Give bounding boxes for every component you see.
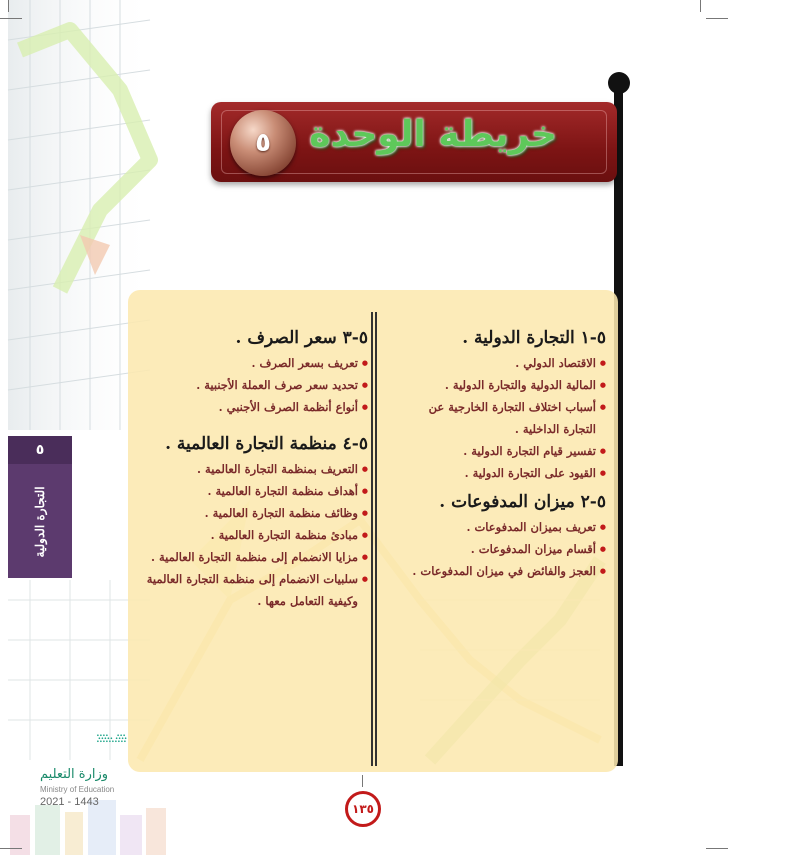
crop-mark [0,18,22,19]
crop-mark [362,775,363,787]
list-item: ● مزايا الانضمام إلى منظمة التجارة العالمية . [128,546,368,568]
section-heading: ٥-١ التجارة الدولية . [462,328,606,348]
crop-mark [8,0,9,12]
list-item: ● القيود على التجارة الدولية . [381,462,606,484]
ministry-name-en: Ministry of Education [40,785,115,794]
list-item: ● تعريف بميزان المدفوعات . [381,516,606,538]
page-number-badge [345,791,381,827]
pole-knob [608,72,630,94]
left-column [128,328,368,612]
list-item: ● تفسير قيام التجارة الدولية . [381,440,606,462]
unit-number-circle [230,110,296,176]
side-tab-label: التجارة الدولية [33,486,47,558]
crop-mark [700,0,701,12]
page-number: ١٣٥ [352,802,374,816]
crop-mark [706,848,728,849]
right-column [381,328,606,582]
section-list [128,458,368,612]
list-item: ● الاقتصاد الدولي . [381,352,606,374]
list-item: ● تحديد سعر صرف العملة الأجنبية . [128,374,368,396]
list-item: ● أسباب اختلاف التجارة الخارجية عن [381,396,606,418]
column-divider [371,312,377,766]
list-item: ● المالية الدولية والتجارة الدولية . [381,374,606,396]
list-item: ● أنواع أنظمة الصرف الأجنبي . [128,396,368,418]
list-item: ● أقسام ميزان المدفوعات . [381,538,606,560]
list-item: ● مبادئ منظمة التجارة العالمية . [128,524,368,546]
edition-year: 2021 - 1443 [40,796,99,808]
list-item: ● العجز والفائض في ميزان المدفوعات . [381,560,606,582]
ministry-logo-icon [78,733,162,763]
section-list [381,352,606,484]
section-list [381,516,606,582]
unit-number: ٥ [255,128,271,158]
side-tab-number: ٥ [8,436,72,464]
list-item: ● التعريف بمنظمة التجارة العالمية . [128,458,368,480]
list-item: ● وظائف منظمة التجارة العالمية . [128,502,368,524]
list-item-continuation: التجارة الداخلية . [514,422,596,436]
crop-mark [0,848,22,849]
section-heading: ٥-٤ منظمة التجارة العالمية . [165,434,368,454]
list-item-continuation: وكيفية التعامل معها . [257,594,358,608]
chapter-side-tab [8,436,72,578]
list-item: ● أهداف منظمة التجارة العالمية . [128,480,368,502]
section-list [128,352,368,418]
list-item: ● تعريف بسعر الصرف . [128,352,368,374]
banner-title: خريطة الوحدة [309,114,557,155]
section-heading: ٥-٣ سعر الصرف . [235,328,368,348]
ministry-name-ar: وزارة التعليم [40,767,109,782]
list-item: ● سلبيات الانضمام إلى منظمة التجارة العالمية [128,568,368,590]
crop-mark [706,18,728,19]
section-heading: ٥-٢ ميزان المدفوعات . [439,492,606,512]
